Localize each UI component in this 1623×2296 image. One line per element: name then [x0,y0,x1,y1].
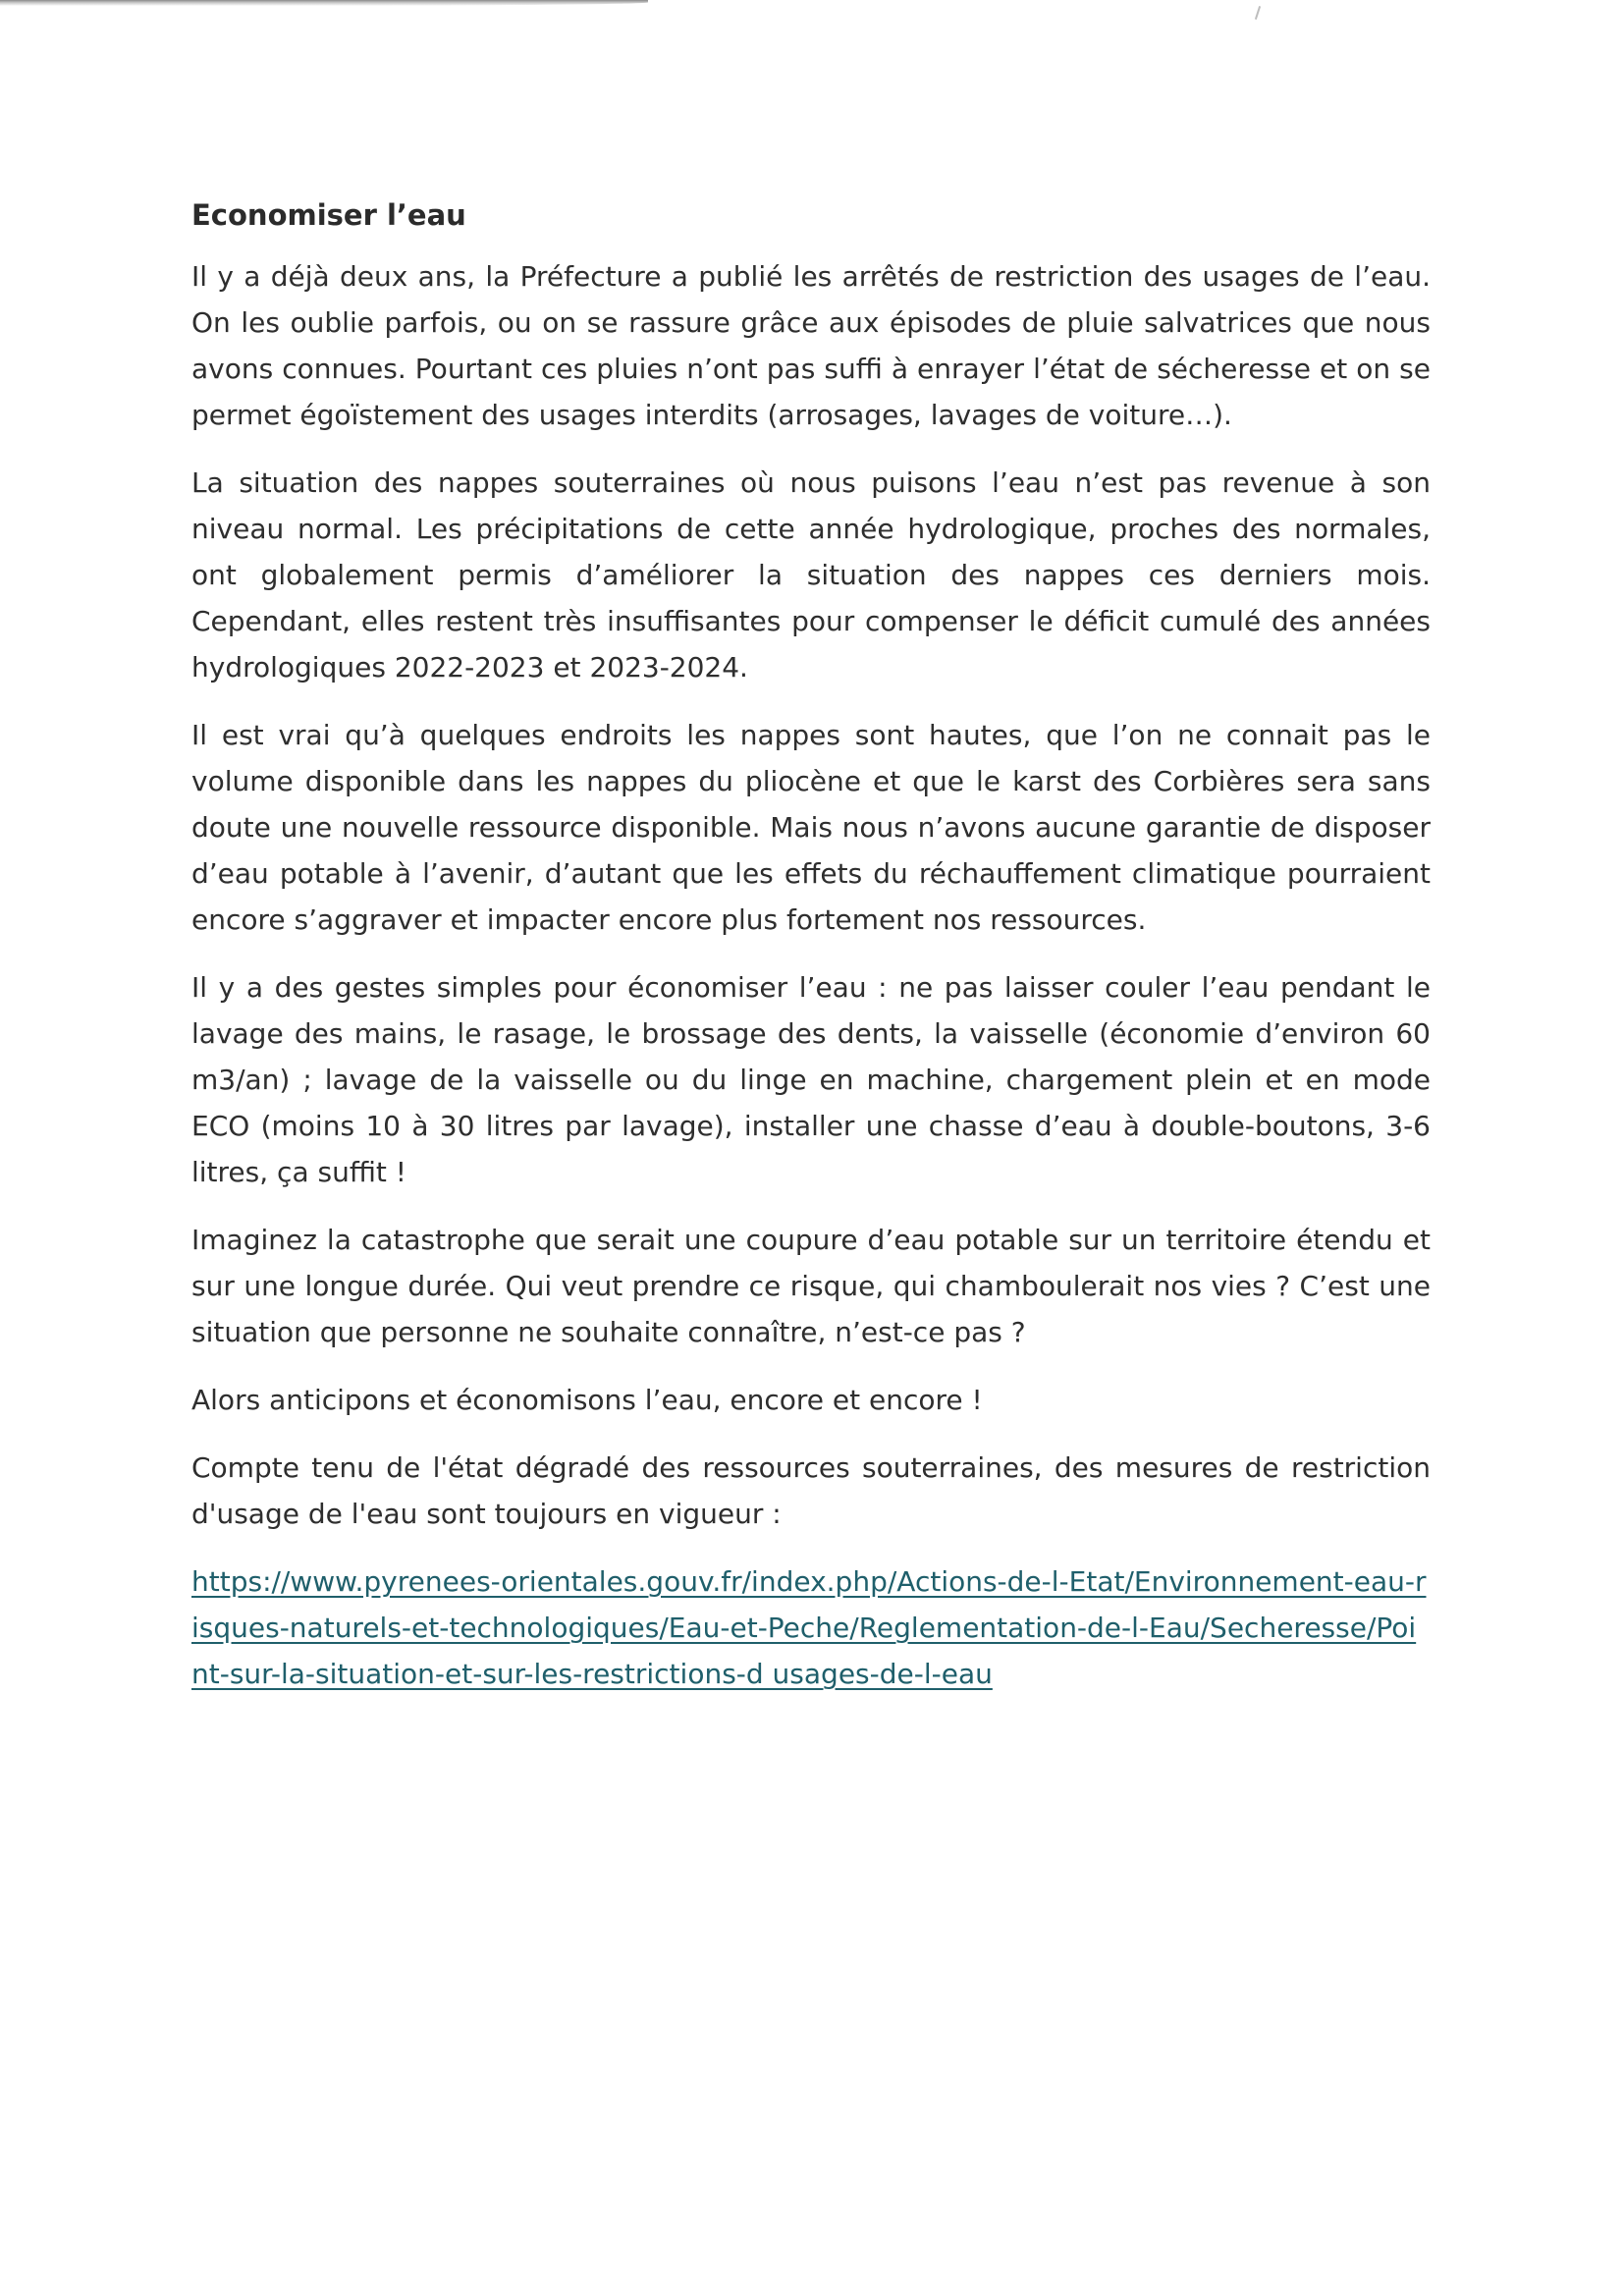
document-body [191,192,1431,1697]
paragraph-future-resources: Il est vrai qu’à quelques endroits les nappes sont hautes, que l’on ne connait pas le volume disponible dans les nappes du pliocène et que le karst des Corbières sera sans doute une nouvelle ressource disponible. Mais nous n’avons aucune garantie de disposer d’eau potable à l’avenir, d’autant que les effets du réchauffement climatique pourraient encore s’aggraver et impacter encore plus fortement nos ressources. [191,719,1431,936]
paragraph-anticipate: Alors anticipons et économisons l’eau, encore et encore ! [191,1384,983,1416]
scan-mark [1255,6,1261,20]
paragraph-restrictions-intro: Il y a déjà deux ans, la Préfecture a publié les arrêtés de restriction des usages de l’eau. On les oublie parfois, ou on se rassure grâce aux épisodes de pluie salvatrices que nous avons connues. Pourtant ces pluies n’ont pas suffi à enrayer l’état de sécheresse et on se permet égoïstement des usages interdits (arrosages, lavages de voiture…). [191,260,1431,431]
paragraph-saving-tips: Il y a des gestes simples pour économiser l’eau : ne pas laisser couler l’eau pendant le lavage des mains, le rasage, le brossage des dents, la vaisselle (économie d’environ 60 m3/an) ; lavage de la vaisselle ou du linge en machine, chargement plein et en mode ECO (moins 10 à 30 litres par lavage), installer une chasse d’eau à double-boutons, 3-6 litres, ça suffit ! [191,971,1431,1188]
scan-edge-shadow [0,0,648,6]
prefecture-restrictions-link[interactable]: https://www.pyrenees-orientales.gouv.fr/index.php/Actions-de-l-Etat/Environnement-eau-risques-naturels-et-technologiques/Eau-et-Peche/Reglementation-de-l-Eau/Secheresse/Point-sur-la-situation-et-sur-les-restrictions-d usages-de-l-eau [191,1565,1427,1690]
paragraph-groundwater-situation: La situation des nappes souterraines où nous puisons l’eau n’est pas revenue à son niveau normal. Les précipitations de cette année hydrologique, proches des normales, ont globalement permis d’améliorer la situation des nappes ces derniers mois. Cependant, elles restent très insuffisantes pour compenser le déficit cumulé des années hydrologiques 2022-2023 et 2023-2024. [191,466,1431,683]
paragraph-catastrophe: Imaginez la catastrophe que serait une coupure d’eau potable sur un territoire étendu et sur une longue durée. Qui veut prendre ce risque, qui chamboulerait nos vies ? C’est une situation que personne ne souhaite connaître, n’est-ce pas ? [191,1224,1431,1348]
document-title: Economiser l’eau [191,198,466,232]
paragraph-restrictions-in-force: Compte tenu de l'état dégradé des ressources souterraines, des mesures de restriction d'usage de l'eau sont toujours en vigueur : [191,1451,1431,1530]
